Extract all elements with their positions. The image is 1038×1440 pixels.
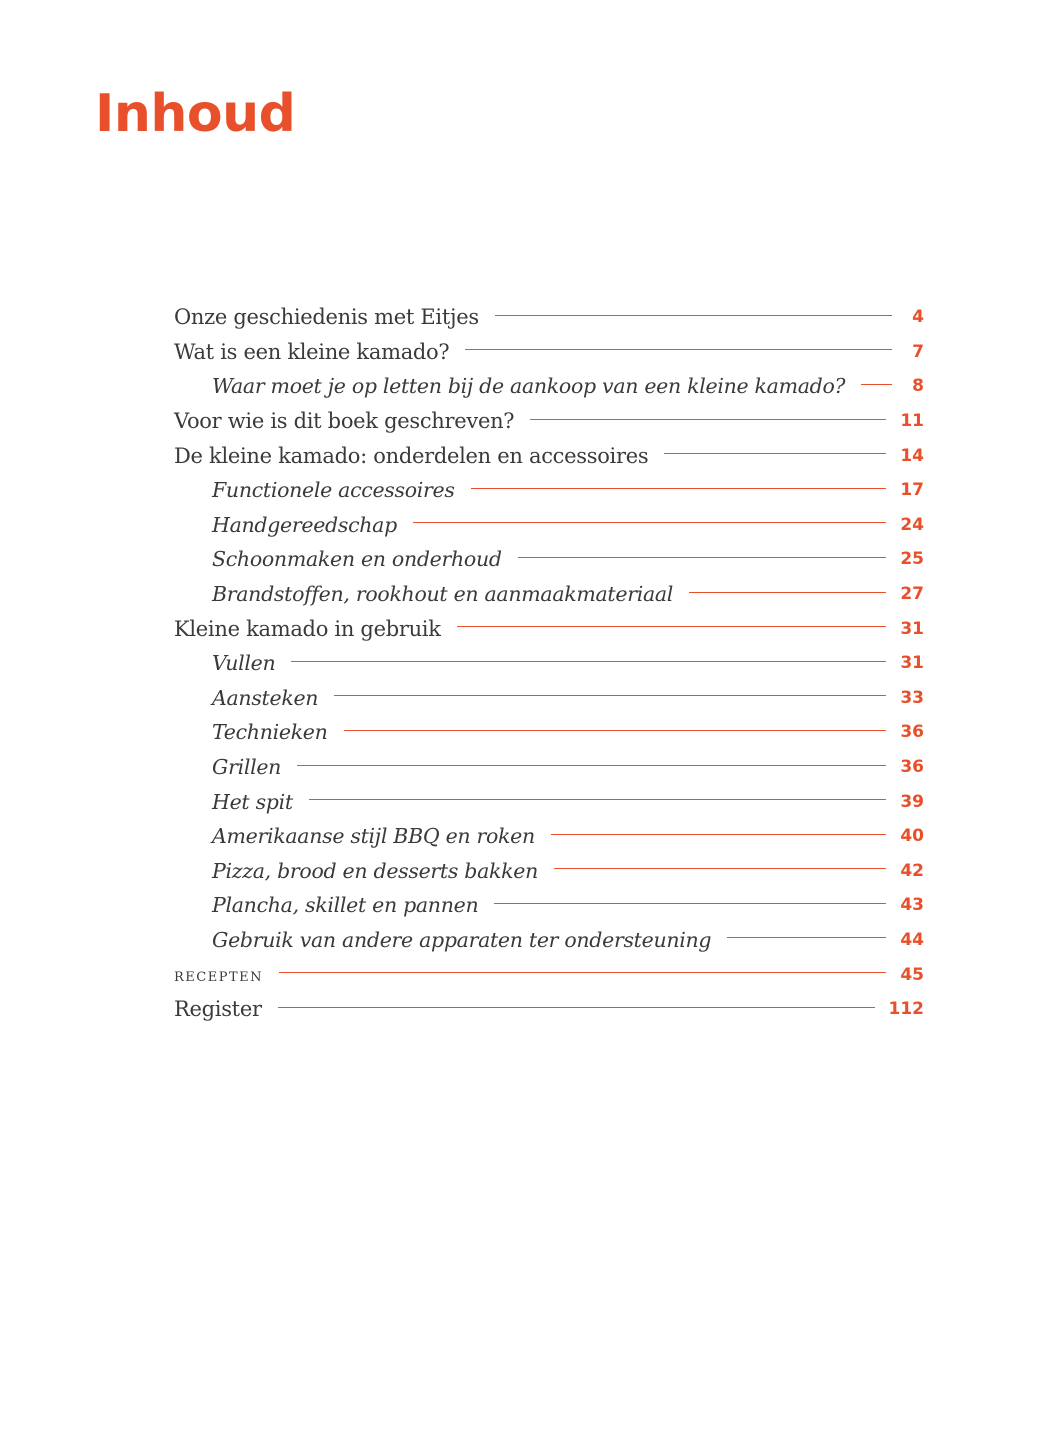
toc-leader-line bbox=[309, 799, 887, 800]
toc-entry bbox=[174, 438, 924, 473]
toc-page-number: 36 bbox=[900, 757, 924, 778]
toc-leader-line bbox=[279, 972, 886, 973]
toc-subentry bbox=[174, 473, 924, 508]
toc-subentry bbox=[174, 715, 924, 750]
toc-entry-title: Functionele accessoires bbox=[212, 478, 455, 503]
page-title: Inhoud bbox=[95, 84, 296, 144]
toc-page-number: 43 bbox=[900, 895, 924, 916]
toc-entry-title: Kleine kamado in gebruik bbox=[174, 616, 441, 641]
toc-leader-line bbox=[465, 349, 892, 350]
toc-subentry bbox=[174, 854, 924, 889]
toc-leader-line bbox=[457, 626, 887, 627]
toc-page-number: 4 bbox=[912, 307, 924, 328]
toc-subentry bbox=[174, 646, 924, 681]
toc-leader-line bbox=[518, 557, 887, 558]
toc-leader-line bbox=[861, 384, 892, 385]
toc-entry-title: Waar moet je op letten bij de aankoop van een kleine kamado? bbox=[212, 374, 846, 399]
toc-subentry bbox=[174, 888, 924, 923]
toc-leader-line bbox=[495, 315, 892, 316]
toc-leader-line bbox=[554, 868, 886, 869]
toc-leader-line bbox=[551, 834, 886, 835]
toc-subentry bbox=[174, 923, 924, 958]
toc-page-number: 42 bbox=[900, 860, 924, 881]
toc-subentry bbox=[174, 369, 924, 404]
toc-page-number: 45 bbox=[900, 964, 924, 985]
toc-entry-title: Onze geschiedenis met Eitjes bbox=[174, 305, 479, 330]
table-of-contents bbox=[174, 300, 924, 1026]
toc-leader-line bbox=[471, 488, 887, 489]
toc-page-number: 8 bbox=[912, 376, 924, 397]
toc-leader-line bbox=[689, 592, 886, 593]
toc-entry-title: Vullen bbox=[212, 651, 276, 676]
toc-entry bbox=[174, 404, 924, 439]
toc-entry-title: Aansteken bbox=[212, 685, 319, 710]
toc-entry-title: De kleine kamado: onderdelen en accessoires bbox=[174, 443, 649, 468]
toc-entry-title: Voor wie is dit boek geschreven? bbox=[174, 409, 515, 434]
toc-entry-title: Brandstoffen, rookhout en aanmaakmateriaal bbox=[212, 582, 674, 607]
toc-page-number: 36 bbox=[900, 722, 924, 743]
toc-leader-line bbox=[727, 937, 886, 938]
toc-leader-line bbox=[291, 661, 886, 662]
toc-entry bbox=[174, 957, 924, 992]
toc-page-number: 31 bbox=[900, 653, 924, 674]
toc-subentry bbox=[174, 784, 924, 819]
toc-page-number: 44 bbox=[900, 929, 924, 950]
toc-entry-title: Gebruik van andere apparaten ter ondersteuning bbox=[212, 927, 712, 952]
toc-entry bbox=[174, 611, 924, 646]
toc-page-number: 24 bbox=[900, 514, 924, 535]
toc-page-number: 14 bbox=[900, 445, 924, 466]
toc-entry-title: Amerikaanse stijl BBQ en roken bbox=[212, 824, 535, 849]
toc-page-number: 11 bbox=[900, 411, 924, 432]
toc-entry-title: Grillen bbox=[212, 755, 282, 780]
toc-entry-title: Het spit bbox=[212, 789, 293, 814]
toc-entry-title: Wat is een kleine kamado? bbox=[174, 339, 450, 364]
toc-entry bbox=[174, 300, 924, 335]
toc-leader-line bbox=[344, 730, 887, 731]
toc-leader-line bbox=[297, 765, 886, 766]
toc-page-number: 39 bbox=[900, 791, 924, 812]
toc-leader-line bbox=[413, 522, 886, 523]
toc-entry-title: Schoonmaken en onderhoud bbox=[212, 547, 502, 572]
toc-entry-title: Handgereedschap bbox=[212, 512, 397, 537]
toc-page-number: 31 bbox=[900, 618, 924, 639]
toc-leader-line bbox=[278, 1007, 875, 1008]
toc-subentry bbox=[174, 577, 924, 612]
toc-entry bbox=[174, 992, 924, 1027]
toc-page-number: 7 bbox=[912, 341, 924, 362]
toc-entry-title: Plancha, skillet en pannen bbox=[212, 893, 479, 918]
toc-entry bbox=[174, 335, 924, 370]
toc-leader-line bbox=[664, 453, 886, 454]
toc-leader-line bbox=[530, 419, 886, 420]
toc-subentry bbox=[174, 542, 924, 577]
toc-page-number: 40 bbox=[900, 826, 924, 847]
toc-page-number: 33 bbox=[900, 687, 924, 708]
toc-page-number: 27 bbox=[900, 584, 924, 605]
toc-entry-title: Register bbox=[174, 997, 262, 1022]
toc-page-number: 112 bbox=[888, 999, 924, 1020]
toc-entry-title: Technieken bbox=[212, 720, 328, 745]
toc-page-number: 25 bbox=[900, 549, 924, 570]
toc-leader-line bbox=[334, 695, 886, 696]
toc-subentry bbox=[174, 681, 924, 716]
toc-entry-title: Pizza, brood en desserts bakken bbox=[212, 858, 539, 883]
toc-leader-line bbox=[494, 903, 886, 904]
toc-entry-title: recepten bbox=[174, 963, 263, 986]
toc-subentry bbox=[174, 819, 924, 854]
toc-subentry bbox=[174, 508, 924, 543]
toc-page-number: 17 bbox=[900, 480, 924, 501]
toc-subentry bbox=[174, 750, 924, 785]
